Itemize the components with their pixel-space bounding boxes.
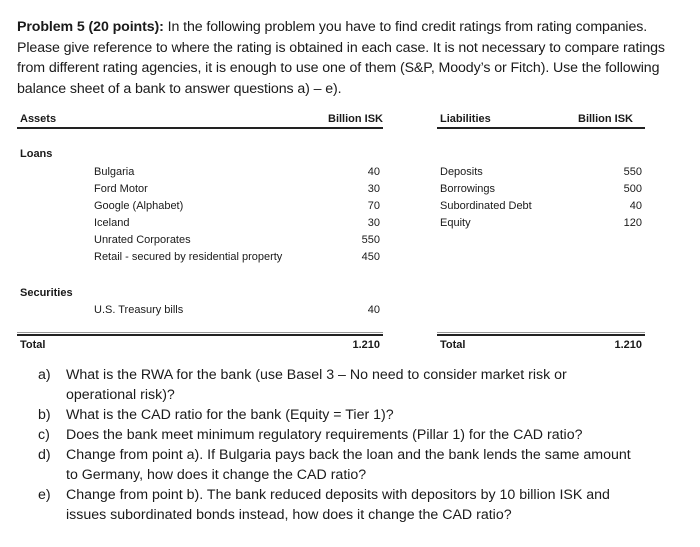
question-item: [38, 445, 638, 485]
loan-value: 70: [367, 200, 380, 212]
problem-heading: Problem 5 (20 points):: [17, 19, 164, 35]
assets-unit-header: Billion ISK: [328, 113, 383, 125]
question-text: Does the bank meet minimum regulatory requirements (Pillar 1) for the CAD ratio?: [66, 427, 583, 443]
loan-name: Iceland: [94, 217, 130, 229]
question-text: Change from point a). If Bulgaria pays back the loan and the bank lends the same amount to Germany, how does it change the CAD ratio?: [66, 447, 631, 483]
liability-value: 500: [623, 183, 642, 195]
question-item: [38, 365, 638, 405]
liability-name: Deposits: [440, 166, 483, 178]
question-item: [38, 425, 638, 445]
loan-value: 30: [367, 217, 380, 229]
loan-name: Retail - secured by residential property: [94, 251, 283, 263]
loan-value: 550: [361, 234, 380, 246]
question-list: [38, 365, 638, 525]
loan-value: 450: [361, 251, 380, 263]
liabilities-total-rule: [437, 334, 645, 336]
liabilities-total-value: 1.210: [614, 339, 642, 351]
loan-name: Unrated Corporates: [94, 234, 191, 246]
assets-header-rule: [17, 127, 383, 129]
liabilities-header: Liabilities: [440, 113, 491, 125]
question-marker: d): [38, 447, 51, 463]
liability-name: Subordinated Debt: [440, 200, 532, 212]
security-name: U.S. Treasury bills: [94, 304, 184, 316]
loan-value: 40: [367, 166, 380, 178]
question-text: What is the RWA for the bank (use Basel 3 – No need to consider market risk or operational risk)?: [66, 367, 567, 403]
assets-total-rule: [17, 334, 383, 336]
liabilities-header-rule: [437, 127, 645, 129]
question-item: [38, 405, 638, 425]
liability-value: 120: [623, 217, 642, 229]
liabilities-total-rule-top: [437, 332, 645, 333]
liability-name: Borrowings: [440, 183, 496, 195]
liabilities-unit-header: Billion ISK: [578, 113, 633, 125]
security-value: 40: [367, 304, 380, 316]
liability-value: 40: [629, 200, 642, 212]
question-item: [38, 485, 638, 525]
question-marker: c): [38, 427, 50, 443]
securities-label: Securities: [20, 287, 73, 299]
balance-sheet: [17, 110, 645, 355]
problem-statement: [17, 17, 687, 99]
assets-header: Assets: [20, 113, 57, 125]
question-marker: a): [38, 367, 51, 383]
question-marker: b): [38, 407, 51, 423]
question-marker: e): [38, 487, 51, 503]
loan-name: Ford Motor: [94, 183, 148, 195]
liability-value: 550: [623, 166, 642, 178]
loan-value: 30: [367, 183, 380, 195]
liabilities-total-label: Total: [440, 339, 466, 351]
assets-total-rule-top: [17, 332, 383, 333]
assets-total-value: 1.210: [352, 339, 380, 351]
question-text: Change from point b). The bank reduced deposits with depositors by 10 billion ISK and issues subordinated bonds instead, how does it change the CAD ratio?: [66, 487, 610, 523]
liability-name: Equity: [440, 217, 471, 229]
assets-total-label: Total: [20, 339, 46, 351]
problem-text: In the following problem you have to find credit ratings from rating companies. Please give reference to where the rating is obtained in each case. It is not necessary to compare ratings from different rating agencies, it is enough to use one of them (S&P, Moody’s or Fitch). Use the following balance sheet of a bank to answer questions a) – e).: [17, 19, 665, 97]
loan-name: Google (Alphabet): [94, 200, 184, 212]
loans-label: Loans: [20, 148, 53, 160]
question-text: What is the CAD ratio for the bank (Equity = Tier 1)?: [66, 407, 394, 423]
loan-name: Bulgaria: [94, 166, 135, 178]
